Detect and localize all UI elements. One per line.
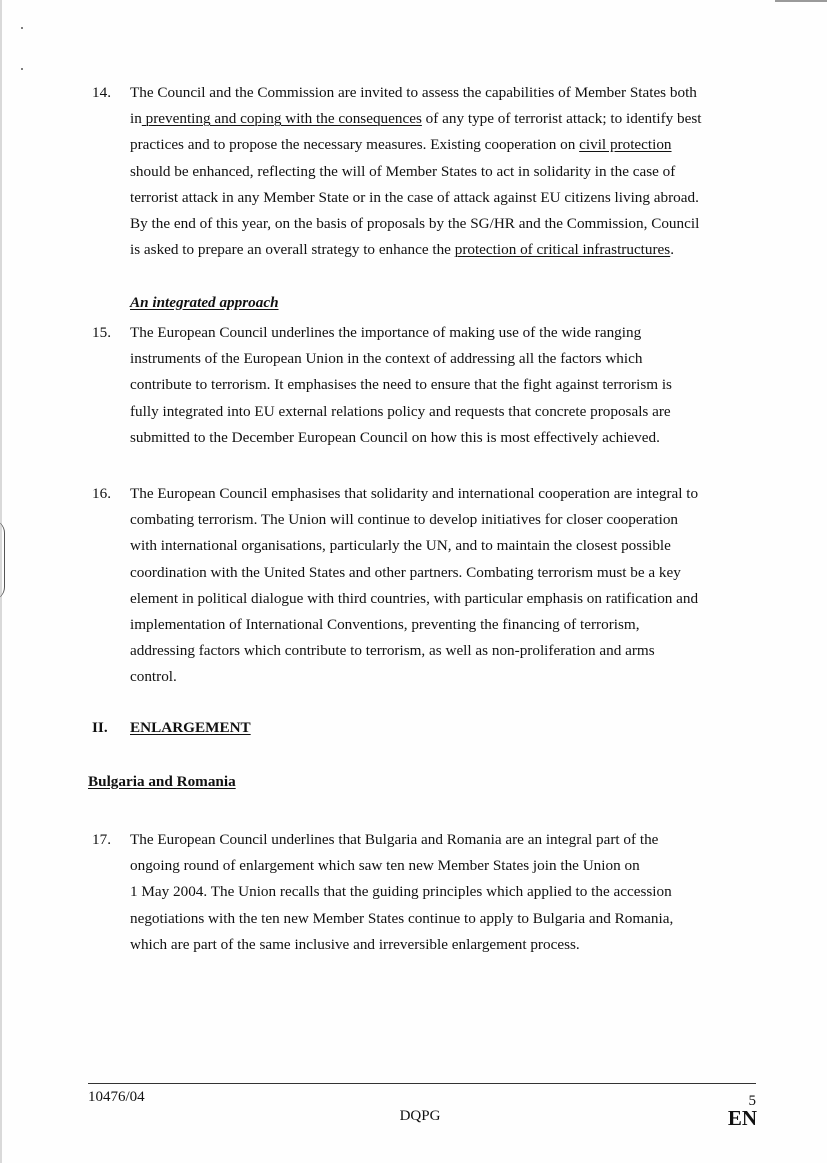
paragraph-line: The European Council underlines the importance of making use of the wide ranging xyxy=(130,324,642,341)
paragraph-line: implementation of International Conventions, preventing the financing of terrorism, xyxy=(130,616,640,634)
section-heading-enlargement xyxy=(92,719,251,737)
paragraph-line: element in political dialogue with third countries, with particular emphasis on ratification and xyxy=(130,589,699,607)
paragraph-15 xyxy=(92,320,762,451)
paragraph-line xyxy=(130,106,762,132)
paragraph-line: should be enhanced, reflecting the will of Member States to act in solidarity in the case of xyxy=(130,162,676,180)
paragraph-body xyxy=(130,320,762,451)
paragraph-line: instruments of the European Union in the context of addressing all the factors which xyxy=(130,350,643,368)
paragraph-line: control. xyxy=(130,668,177,686)
scan-margin-bracket xyxy=(0,520,5,600)
document-reference: 10476/04 xyxy=(88,1089,145,1105)
paragraph-body xyxy=(130,80,762,263)
section-number: II. xyxy=(92,719,108,736)
line-text: of any type of terrorist attack; to identify best xyxy=(421,110,702,128)
paragraph-line: coordination with the United States and other partners. Combating terrorism must be a key xyxy=(130,563,681,581)
paragraph-number: 16. xyxy=(92,485,111,502)
language-code: EN xyxy=(727,1106,757,1130)
paragraph-line: with international organisations, particularly the UN, and to maintain the closest possible xyxy=(130,537,671,555)
subheading-integrated-approach: An integrated approach xyxy=(130,294,279,311)
unit-code: DQPG xyxy=(399,1108,441,1124)
paragraph-line: fully integrated into EU external relations policy and requests that concrete proposals are xyxy=(130,402,671,420)
paragraph-body xyxy=(130,827,762,958)
line-text: . xyxy=(670,241,675,259)
underlined-phrase: civil protection xyxy=(579,136,672,154)
section-title: ENLARGEMENT xyxy=(130,719,251,736)
paragraph-line: which are part of the same inclusive and irreversible enlargement process. xyxy=(130,935,580,953)
paragraph-line xyxy=(130,132,762,158)
paragraph-17 xyxy=(92,827,762,958)
paragraph-body xyxy=(130,481,762,691)
subsection-heading-bulgaria-romania: Bulgaria and Romania xyxy=(88,773,236,790)
paragraph-line: addressing factors which contribute to terrorism, as well as non-proliferation and arms xyxy=(130,642,655,660)
scan-speck xyxy=(21,27,23,29)
paragraph-number: 17. xyxy=(92,831,111,848)
page-number: 5 xyxy=(748,1093,756,1109)
line-text: practices and to propose the necessary measures. Existing cooperation on xyxy=(130,136,580,154)
paragraph-14 xyxy=(92,80,762,263)
scan-top-rule xyxy=(775,0,827,2)
paragraph-number: 15. xyxy=(92,324,111,341)
underlined-phrase: protection of critical infrastructures xyxy=(454,241,671,259)
paragraph-line: contribute to terrorism. It emphasises the need to ensure that the fight against terrorism is xyxy=(130,376,672,394)
paragraph-line: terrorist attack in any Member State or in the case of attack against EU citizens living abroad. xyxy=(130,188,699,206)
paragraph-line: 1 May 2004. The Union recalls that the guiding principles which applied to the accession xyxy=(130,883,672,901)
scan-speck xyxy=(21,68,23,70)
paragraph-line: ongoing round of enlargement which saw ten new Member States join the Union on xyxy=(130,857,640,875)
underlined-phrase: preventing and coping with the consequences xyxy=(141,110,422,128)
paragraph-line: The European Council emphasises that solidarity and international cooperation are integral to xyxy=(130,485,699,502)
paragraph-number: 14. xyxy=(92,84,111,101)
paragraph-line: By the end of this year, on the basis of proposals by the SG/HR and the Commission, Council xyxy=(130,215,700,233)
paragraph-16 xyxy=(92,481,762,691)
paragraph-line xyxy=(130,237,762,263)
paragraph-line: submitted to the December European Council on how this is most effectively achieved. xyxy=(130,428,660,446)
paragraph-line: negotiations with the ten new Member States continue to apply to Bulgaria and Romania, xyxy=(130,909,674,927)
line-text: is asked to prepare an overall strategy to enhance the xyxy=(130,241,455,259)
paragraph-line: The European Council underlines that Bulgaria and Romania are an integral part of the xyxy=(130,831,659,848)
line-text: in xyxy=(130,110,142,128)
paragraph-line: combating terrorism. The Union will continue to develop initiatives for closer cooperation xyxy=(130,511,679,529)
footer-divider xyxy=(88,1083,756,1084)
paragraph-line: The Council and the Commission are invited to assess the capabilities of Member States both xyxy=(130,84,697,101)
